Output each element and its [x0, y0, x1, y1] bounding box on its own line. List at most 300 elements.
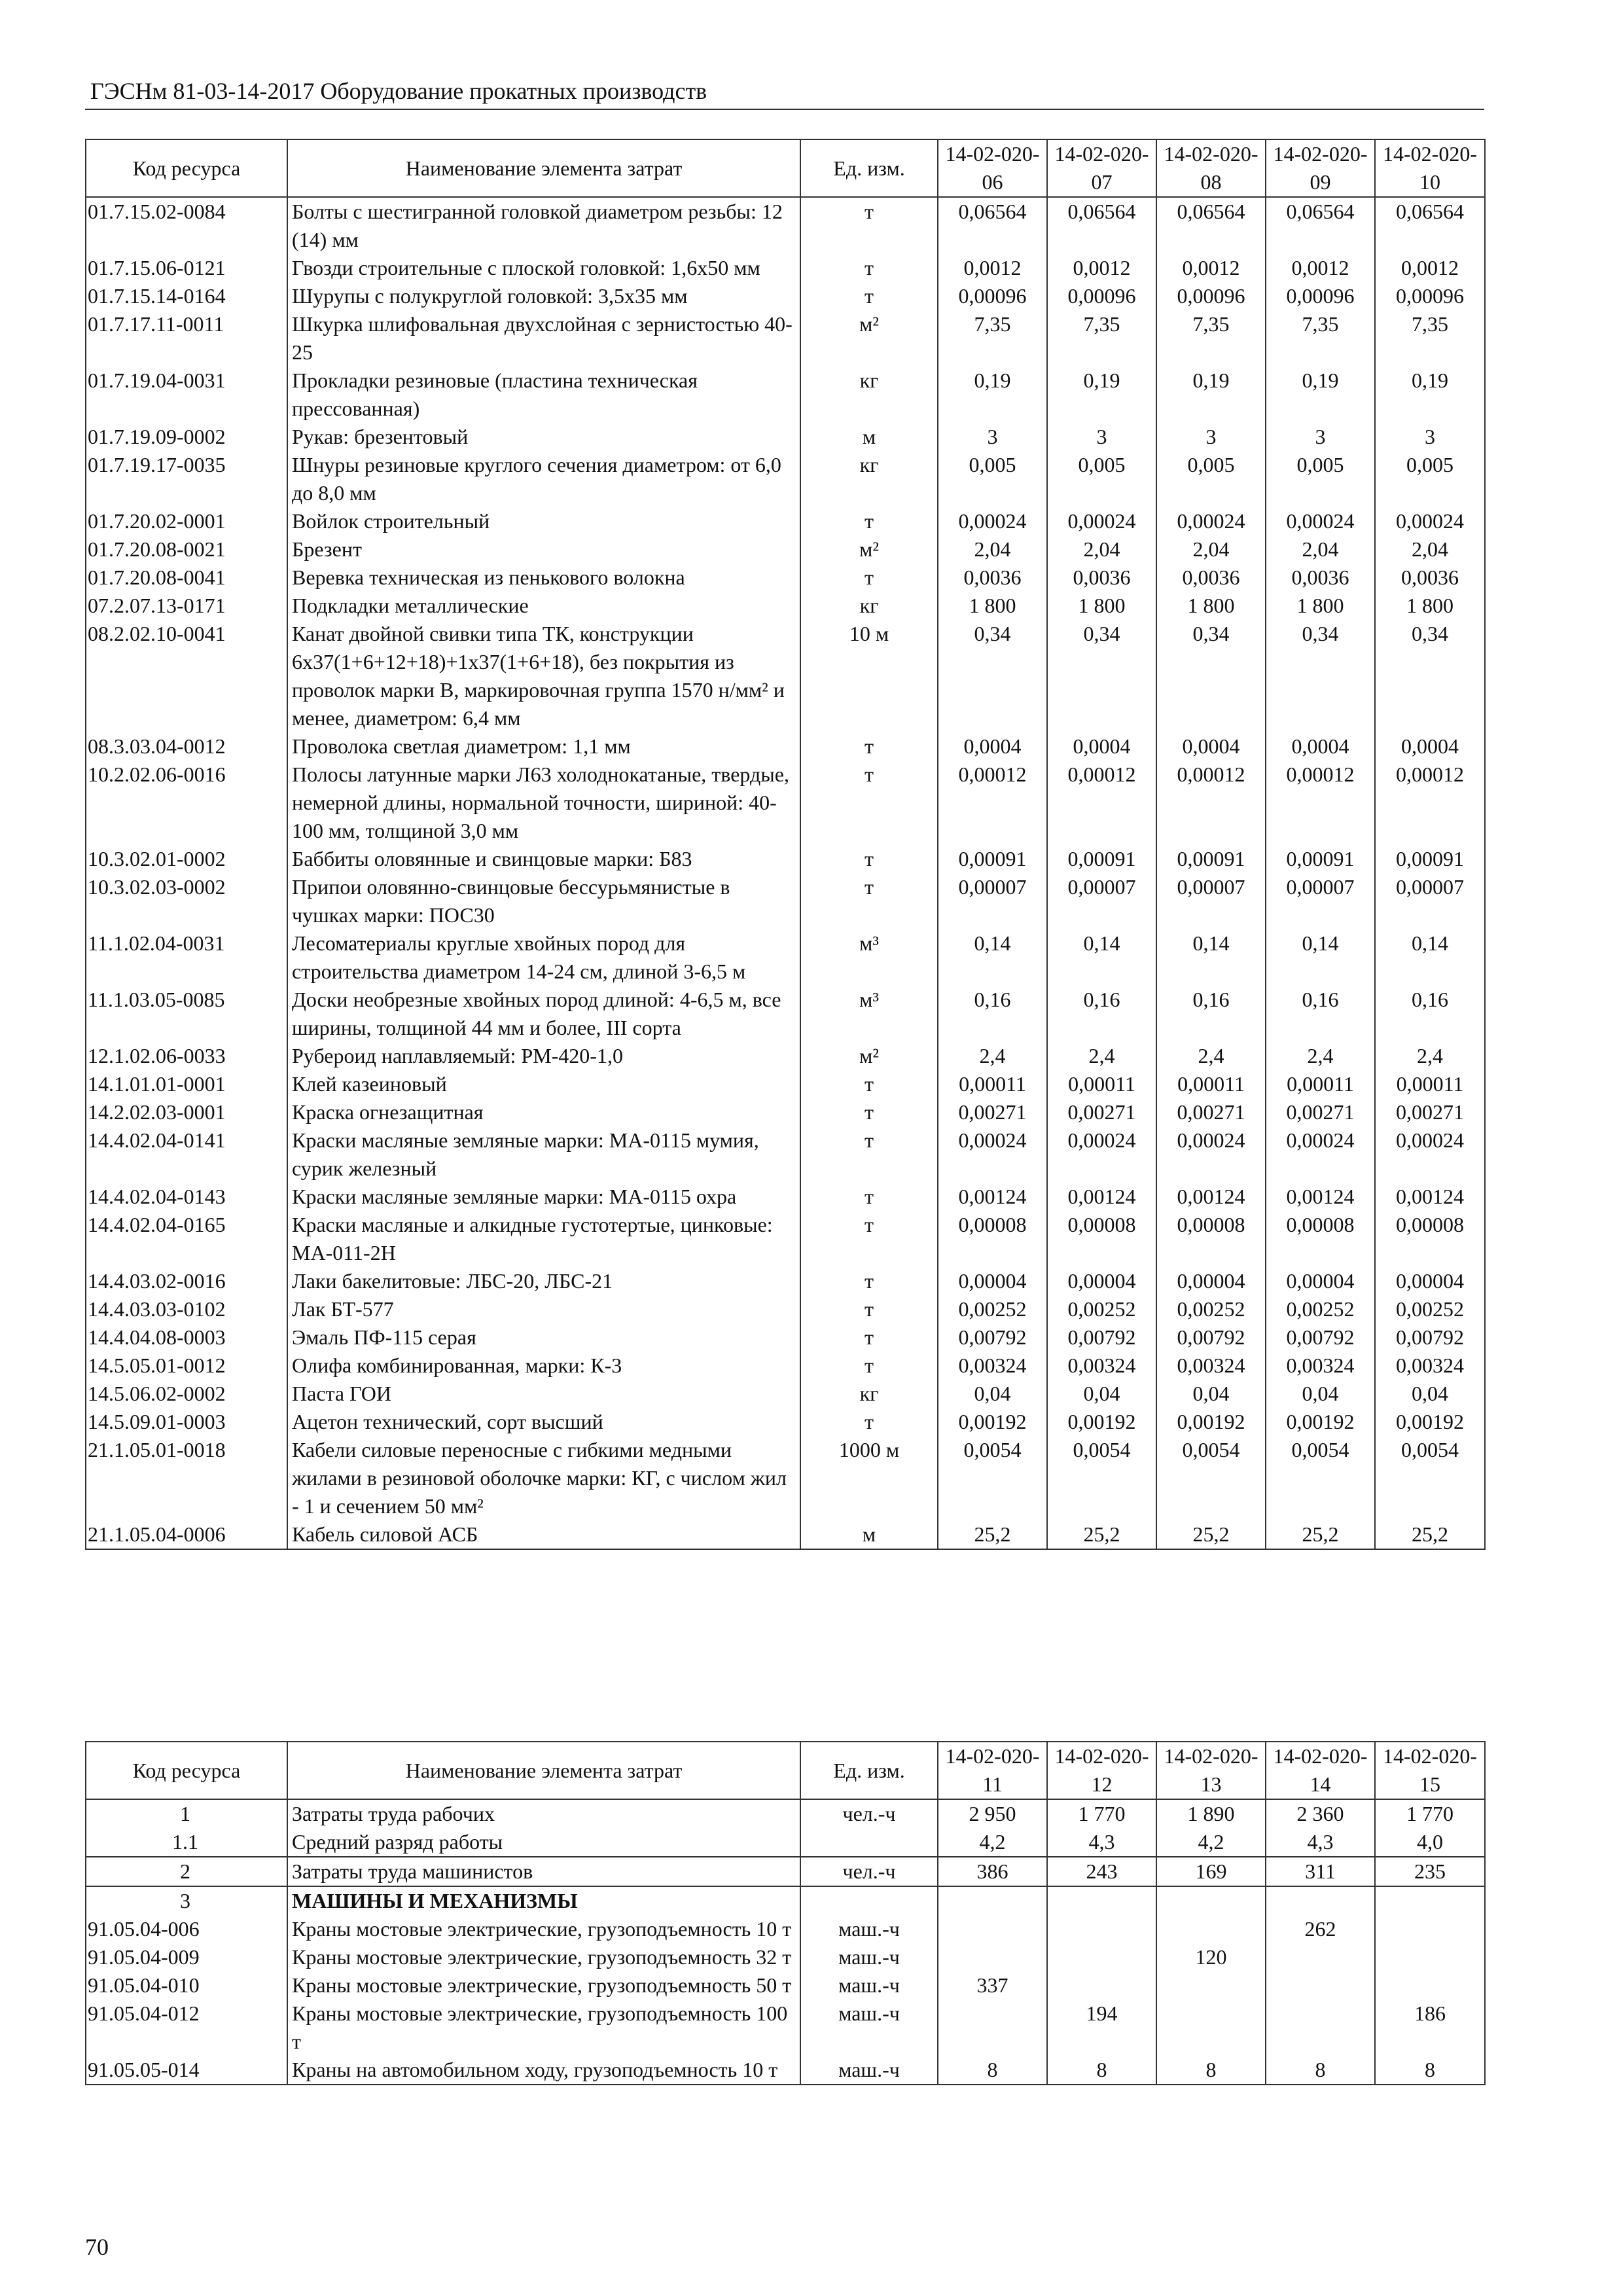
materials-table: [85, 139, 1486, 1550]
cell-value: 0,00007: [1156, 873, 1266, 929]
cell-code: 21.1.05.04-0006: [86, 1520, 287, 1549]
cell-value: [1047, 1971, 1156, 2000]
cell-value: 0,0054: [1047, 1436, 1156, 1520]
cell-code: 14.4.02.04-0143: [86, 1183, 287, 1211]
cell-value: 0,00324: [1375, 1352, 1485, 1380]
cell-value: 0,04: [1047, 1380, 1156, 1408]
cell-unit: кг: [800, 592, 938, 620]
page-header-title: ГЭСНм 81-03-14-2017 Оборудование прокатных производств: [90, 78, 707, 104]
cell-value: 0,00012: [1375, 761, 1485, 845]
cell-value: 0,19: [1047, 367, 1156, 423]
cell-value: 0,00011: [938, 1070, 1047, 1098]
cell-value: 0,00252: [1156, 1295, 1266, 1323]
cell-code: 01.7.17.11-0011: [86, 310, 287, 367]
cell-value: 4,3: [1047, 1828, 1156, 1857]
cell-code: 10.3.02.01-0002: [86, 845, 287, 873]
table-row: [86, 310, 1485, 367]
cell-value: 0,34: [1375, 620, 1485, 732]
cell-code: 12.1.02.06-0033: [86, 1042, 287, 1070]
table-row: [86, 873, 1485, 929]
cell-name: Проволока светлая диаметром: 1,1 мм: [287, 732, 800, 761]
cell-value: 0,04: [938, 1380, 1047, 1408]
cell-name: Лесоматериалы круглые хвойных пород для строительства диаметром 14-24 см, длиной 3-6,5 м: [287, 929, 800, 986]
cell-value: 2,04: [1156, 535, 1266, 564]
cell-value: 2,04: [1266, 535, 1375, 564]
cell-code: 14.5.06.02-0002: [86, 1380, 287, 1408]
header-unit: Ед. изм.: [800, 1742, 938, 1799]
cell-name: Паста ГОИ: [287, 1380, 800, 1408]
table-row: [86, 620, 1485, 732]
cell-value: 25,2: [1047, 1520, 1156, 1549]
table-row: [86, 1408, 1485, 1436]
cell-value: 0,34: [938, 620, 1047, 732]
cell-code: 01.7.20.02-0001: [86, 507, 287, 535]
cell-code: 14.5.05.01-0012: [86, 1352, 287, 1380]
table-row: [86, 367, 1485, 423]
cell-value: 0,00192: [1375, 1408, 1485, 1436]
cell-value: [938, 1943, 1047, 1971]
cell-value: 4,3: [1266, 1828, 1375, 1857]
cell-value: 25,2: [1375, 1520, 1485, 1549]
cell-name: Рубероид наплавляемый: РМ-420-1,0: [287, 1042, 800, 1070]
cell-value: 0,00011: [1375, 1070, 1485, 1098]
cell-value: 0,00004: [1266, 1267, 1375, 1295]
table-row: [86, 1042, 1485, 1070]
cell-name: Олифа комбинированная, марки: К-3: [287, 1352, 800, 1380]
cell-value: 0,04: [1156, 1380, 1266, 1408]
cell-value: 0,00012: [1047, 761, 1156, 845]
cell-code: 2: [86, 1857, 287, 1886]
cell-name: Краны мостовые электрические, грузоподъемность 100 т: [287, 2000, 800, 2056]
cell-value: [1375, 1943, 1485, 1971]
cell-value: [1266, 1886, 1375, 1915]
cell-code: 14.4.04.08-0003: [86, 1323, 287, 1352]
cell-name: Доски необрезные хвойных пород длиной: 4-6,5 м, все ширины, толщиной 44 мм и более, III сорта: [287, 986, 800, 1042]
cell-value: 0,14: [1375, 929, 1485, 986]
cell-value: 0,06564: [1156, 197, 1266, 254]
cell-value: 3: [1266, 423, 1375, 451]
header-name: Наименование элемента затрат: [287, 1742, 800, 1799]
cell-unit: 10 м: [800, 620, 938, 732]
cell-name: Припои оловянно-свинцовые бессурьмянистые в чушках марки: ПОС30: [287, 873, 800, 929]
table-row: [86, 1520, 1485, 1549]
cell-code: 01.7.15.02-0084: [86, 197, 287, 254]
cell-value: 0,00096: [938, 282, 1047, 310]
cell-value: 0,00324: [1266, 1352, 1375, 1380]
cell-value: [1266, 2000, 1375, 2056]
cell-value: 25,2: [1266, 1520, 1375, 1549]
cell-value: 0,04: [1375, 1380, 1485, 1408]
table-row: [86, 1352, 1485, 1380]
cell-value: 0,19: [938, 367, 1047, 423]
cell-value: 2,4: [1047, 1042, 1156, 1070]
cell-value: 3: [1375, 423, 1485, 451]
header-col: 14-02-020-11: [938, 1742, 1047, 1799]
cell-value: 0,00252: [1047, 1295, 1156, 1323]
cell-code: 91.05.04-009: [86, 1943, 287, 1971]
table-row: [86, 592, 1485, 620]
cell-unit: м²: [800, 535, 938, 564]
table-row: [86, 1183, 1485, 1211]
cell-value: 0,005: [1156, 451, 1266, 507]
cell-value: 2,4: [1375, 1042, 1485, 1070]
cell-value: 0,00004: [1156, 1267, 1266, 1295]
cell-value: 0,00096: [1156, 282, 1266, 310]
cell-value: 0,0036: [1266, 564, 1375, 592]
cell-value: 0,00024: [1156, 1126, 1266, 1183]
cell-unit: кг: [800, 1380, 938, 1408]
cell-value: 0,00792: [1375, 1323, 1485, 1352]
table-row: [86, 451, 1485, 507]
cell-name: Краски масляные и алкидные густотертые, цинковые: МА-011-2Н: [287, 1211, 800, 1267]
cell-value: 7,35: [938, 310, 1047, 367]
cell-unit: маш.-ч: [800, 2000, 938, 2056]
cell-value: 3: [1156, 423, 1266, 451]
cell-value: 0,00012: [938, 761, 1047, 845]
cell-unit: т: [800, 761, 938, 845]
cell-value: [1047, 1943, 1156, 1971]
table-row: [86, 282, 1485, 310]
cell-value: 262: [1266, 1915, 1375, 1943]
cell-name: Кабели силовые переносные с гибкими медными жилами в резиновой оболочке марки: КГ, с числом жил - 1 и сечением 50 мм²: [287, 1436, 800, 1520]
cell-value: 2,04: [1047, 535, 1156, 564]
cell-unit: маш.-ч: [800, 1971, 938, 2000]
cell-value: 0,00192: [1266, 1408, 1375, 1436]
cell-value: 386: [938, 1857, 1047, 1886]
cell-value: 0,00004: [938, 1267, 1047, 1295]
table-row: [86, 929, 1485, 986]
cell-value: [1156, 1971, 1266, 2000]
table-row: [86, 986, 1485, 1042]
cell-code: 01.7.19.09-0002: [86, 423, 287, 451]
cell-unit: маш.-ч: [800, 2056, 938, 2085]
cell-unit: м³: [800, 986, 938, 1042]
cell-name: Краны мостовые электрические, грузоподъемность 32 т: [287, 1943, 800, 1971]
cell-value: [1156, 2000, 1266, 2056]
cell-value: 0,0012: [1375, 254, 1485, 282]
cell-value: 0,34: [1266, 620, 1375, 732]
cell-value: 0,0036: [1375, 564, 1485, 592]
cell-value: [938, 2000, 1047, 2056]
cell-name: Шнуры резиновые круглого сечения диаметром: от 6,0 до 8,0 мм: [287, 451, 800, 507]
cell-unit: т: [800, 732, 938, 761]
cell-unit: м²: [800, 310, 938, 367]
table-row: [86, 197, 1485, 254]
cell-code: 21.1.05.01-0018: [86, 1436, 287, 1520]
cell-value: 4,2: [1156, 1828, 1266, 1857]
table-row: [86, 2056, 1485, 2085]
cell-value: 0,005: [1266, 451, 1375, 507]
cell-value: 0,19: [1375, 367, 1485, 423]
cell-value: 0,00011: [1156, 1070, 1266, 1098]
cell-value: 8: [1266, 2056, 1375, 2085]
cell-unit: т: [800, 1267, 938, 1295]
cell-unit: т: [800, 873, 938, 929]
cell-value: 0,00792: [938, 1323, 1047, 1352]
cell-value: 0,00008: [1047, 1211, 1156, 1267]
cell-value: 0,00024: [1047, 1126, 1156, 1183]
header-col: 14-02-020-14: [1266, 1742, 1375, 1799]
cell-code: 14.4.02.04-0165: [86, 1211, 287, 1267]
cell-value: 0,00007: [1266, 873, 1375, 929]
cell-name: Войлок строительный: [287, 507, 800, 535]
header-col: 14-02-020-07: [1047, 139, 1156, 197]
cell-value: 2 360: [1266, 1799, 1375, 1828]
cell-value: 7,35: [1375, 310, 1485, 367]
cell-value: 0,16: [1156, 986, 1266, 1042]
cell-value: 0,34: [1047, 620, 1156, 732]
cell-value: 0,00252: [938, 1295, 1047, 1323]
cell-value: [938, 1915, 1047, 1943]
header-col: 14-02-020-15: [1375, 1742, 1485, 1799]
cell-value: 0,0054: [938, 1436, 1047, 1520]
cell-value: 1 770: [1375, 1799, 1485, 1828]
cell-name: Ацетон технический, сорт высший: [287, 1408, 800, 1436]
table-row: [86, 254, 1485, 282]
cell-value: 0,0054: [1266, 1436, 1375, 1520]
cell-value: 0,0036: [938, 564, 1047, 592]
cell-code: 14.4.03.02-0016: [86, 1267, 287, 1295]
cell-unit: т: [800, 845, 938, 873]
cell-value: 0,16: [1266, 986, 1375, 1042]
cell-value: 0,16: [1047, 986, 1156, 1042]
cell-value: 0,00792: [1156, 1323, 1266, 1352]
cell-value: 0,00324: [1047, 1352, 1156, 1380]
cell-code: 07.2.07.13-0171: [86, 592, 287, 620]
cell-value: 8: [1375, 2056, 1485, 2085]
cell-value: 0,00011: [1047, 1070, 1156, 1098]
cell-value: 0,0004: [1266, 732, 1375, 761]
labor-machines-table: [85, 1741, 1486, 2085]
cell-unit: кг: [800, 451, 938, 507]
cell-unit: т: [800, 1211, 938, 1267]
cell-unit: т: [800, 1295, 938, 1323]
table-row: [86, 2000, 1485, 2056]
cell-value: 243: [1047, 1857, 1156, 1886]
cell-unit: чел.-ч: [800, 1799, 938, 1828]
table-row: [86, 1295, 1485, 1323]
cell-unit: т: [800, 1126, 938, 1183]
cell-code: 91.05.04-006: [86, 1915, 287, 1943]
table-row: [86, 761, 1485, 845]
table-row: [86, 564, 1485, 592]
cell-value: 120: [1156, 1943, 1266, 1971]
table-row: [86, 507, 1485, 535]
cell-value: 0,04: [1266, 1380, 1375, 1408]
cell-unit: м: [800, 423, 938, 451]
cell-value: 0,14: [938, 929, 1047, 986]
cell-name: Клей казеиновый: [287, 1070, 800, 1098]
cell-value: 194: [1047, 2000, 1156, 2056]
cell-value: 3: [1047, 423, 1156, 451]
cell-value: 0,00007: [1047, 873, 1156, 929]
cell-value: 2,4: [938, 1042, 1047, 1070]
cell-value: 0,0004: [1156, 732, 1266, 761]
cell-value: 1 800: [1156, 592, 1266, 620]
cell-value: 8: [1047, 2056, 1156, 2085]
cell-value: 0,00124: [1375, 1183, 1485, 1211]
cell-value: 2,04: [938, 535, 1047, 564]
cell-value: 2,4: [1266, 1042, 1375, 1070]
cell-value: 1 800: [1047, 592, 1156, 620]
cell-unit: т: [800, 1323, 938, 1352]
cell-value: 0,00192: [1156, 1408, 1266, 1436]
cell-value: 0,0012: [1156, 254, 1266, 282]
header-code: Код ресурса: [86, 139, 287, 197]
cell-value: 25,2: [938, 1520, 1047, 1549]
cell-value: 0,16: [1375, 986, 1485, 1042]
cell-value: 0,00008: [1375, 1211, 1485, 1267]
cell-value: [1375, 1886, 1485, 1915]
table-row: [86, 423, 1485, 451]
cell-value: 0,0012: [1047, 254, 1156, 282]
cell-name: Канат двойной свивки типа ТК, конструкции 6х37(1+6+12+18)+1х37(1+6+18), без покрытия из проволок марки В, маркировочная группа 1570 н/мм² и менее, диаметром: 6,4 мм: [287, 620, 800, 732]
cell-value: 0,00024: [1375, 1126, 1485, 1183]
cell-value: 0,00091: [1156, 845, 1266, 873]
cell-value: 0,00124: [1266, 1183, 1375, 1211]
cell-unit: т: [800, 1098, 938, 1126]
cell-value: 235: [1375, 1857, 1485, 1886]
cell-value: 0,00096: [1047, 282, 1156, 310]
cell-value: 25,2: [1156, 1520, 1266, 1549]
cell-code: 01.7.19.04-0031: [86, 367, 287, 423]
cell-value: 0,00324: [1156, 1352, 1266, 1380]
cell-value: 0,0054: [1375, 1436, 1485, 1520]
cell-value: 0,0036: [1156, 564, 1266, 592]
cell-code: 01.7.19.17-0035: [86, 451, 287, 507]
cell-value: 0,00271: [1156, 1098, 1266, 1126]
cell-value: 0,00024: [1047, 507, 1156, 535]
cell-value: 2 950: [938, 1799, 1047, 1828]
cell-value: 0,00192: [938, 1408, 1047, 1436]
cell-value: [1156, 1886, 1266, 1915]
table-row: [86, 1971, 1485, 2000]
cell-value: 0,00008: [1266, 1211, 1375, 1267]
cell-value: 0,00324: [938, 1352, 1047, 1380]
cell-code: 3: [86, 1886, 287, 1915]
cell-value: 2,04: [1375, 535, 1485, 564]
cell-value: 0,00091: [1266, 845, 1375, 873]
cell-value: 0,005: [938, 451, 1047, 507]
cell-name: Краски масляные земляные марки: МА-0115 мумия, сурик железный: [287, 1126, 800, 1183]
cell-value: 0,00091: [1047, 845, 1156, 873]
cell-value: 0,00011: [1266, 1070, 1375, 1098]
cell-value: 337: [938, 1971, 1047, 2000]
cell-name: Краски масляные земляные марки: МА-0115 охра: [287, 1183, 800, 1211]
table-row: [86, 732, 1485, 761]
table-row: [86, 1070, 1485, 1098]
header-col: 14-02-020-09: [1266, 139, 1375, 197]
cell-name: Краска огнезащитная: [287, 1098, 800, 1126]
table-row: [86, 1380, 1485, 1408]
cell-code: 14.5.09.01-0003: [86, 1408, 287, 1436]
cell-name: Затраты труда машинистов: [287, 1857, 800, 1886]
cell-value: 0,00024: [1266, 507, 1375, 535]
cell-name: Подкладки металлические: [287, 592, 800, 620]
cell-value: 0,19: [1156, 367, 1266, 423]
cell-name: Шурупы с полукруглой головкой: 3,5x35 мм: [287, 282, 800, 310]
cell-unit: т: [800, 1352, 938, 1380]
cell-unit: 1000 м: [800, 1436, 938, 1520]
cell-value: 169: [1156, 1857, 1266, 1886]
cell-value: [1266, 1943, 1375, 1971]
cell-value: 0,00024: [938, 507, 1047, 535]
cell-code: 01.7.15.14-0164: [86, 282, 287, 310]
header-divider: [85, 109, 1484, 110]
cell-unit: м²: [800, 1042, 938, 1070]
cell-value: 0,00012: [1156, 761, 1266, 845]
cell-name: Краны мостовые электрические, грузоподъемность 10 т: [287, 1915, 800, 1943]
cell-value: 4,2: [938, 1828, 1047, 1857]
cell-value: [938, 1886, 1047, 1915]
cell-value: 0,14: [1266, 929, 1375, 986]
cell-value: 0,0012: [938, 254, 1047, 282]
cell-value: 0,00007: [1375, 873, 1485, 929]
cell-value: [1047, 1915, 1156, 1943]
cell-name: Брезент: [287, 535, 800, 564]
cell-value: 186: [1375, 2000, 1485, 2056]
cell-unit: кг: [800, 367, 938, 423]
cell-value: 4,0: [1375, 1828, 1485, 1857]
cell-value: 0,06564: [938, 197, 1047, 254]
cell-value: 0,06564: [1047, 197, 1156, 254]
cell-name: Краны на автомобильном ходу, грузоподъемность 10 т: [287, 2056, 800, 2085]
cell-unit: т: [800, 1070, 938, 1098]
cell-code: 1.1: [86, 1828, 287, 1857]
cell-name: Шкурка шлифовальная двухслойная с зернистостью 40-25: [287, 310, 800, 367]
cell-unit: т: [800, 197, 938, 254]
cell-value: 1 800: [938, 592, 1047, 620]
cell-value: 1 800: [1375, 592, 1485, 620]
table-row: [86, 1436, 1485, 1520]
cell-value: 0,005: [1375, 451, 1485, 507]
cell-value: 0,00024: [938, 1126, 1047, 1183]
cell-name: Краны мостовые электрические, грузоподъемность 50 т: [287, 1971, 800, 2000]
header-col: 14-02-020-06: [938, 139, 1047, 197]
table-row: [86, 1267, 1485, 1295]
cell-value: 0,00024: [1266, 1126, 1375, 1183]
table-row: [86, 1886, 1485, 1915]
cell-value: 0,0004: [1047, 732, 1156, 761]
cell-value: [1375, 1971, 1485, 2000]
cell-unit: т: [800, 282, 938, 310]
table-row: [86, 1943, 1485, 1971]
cell-value: 0,0036: [1047, 564, 1156, 592]
cell-value: 0,00004: [1375, 1267, 1485, 1295]
cell-name: Лаки бакелитовые: ЛБС-20, ЛБС-21: [287, 1267, 800, 1295]
cell-value: 7,35: [1266, 310, 1375, 367]
cell-value: 8: [938, 2056, 1047, 2085]
cell-unit: м³: [800, 929, 938, 986]
cell-unit: т: [800, 564, 938, 592]
cell-value: 0,00007: [938, 873, 1047, 929]
cell-unit: [800, 1886, 938, 1915]
header-col: 14-02-020-10: [1375, 139, 1485, 197]
cell-value: 0,00096: [1266, 282, 1375, 310]
cell-value: [1047, 1886, 1156, 1915]
table-row: [86, 1828, 1485, 1857]
header-code: Код ресурса: [86, 1742, 287, 1799]
header-col: 14-02-020-08: [1156, 139, 1266, 197]
cell-code: 01.7.20.08-0021: [86, 535, 287, 564]
cell-value: 0,00271: [1047, 1098, 1156, 1126]
cell-value: 0,005: [1047, 451, 1156, 507]
cell-unit: чел.-ч: [800, 1857, 938, 1886]
cell-value: 0,00271: [1375, 1098, 1485, 1126]
cell-unit: м: [800, 1520, 938, 1549]
cell-value: 1 770: [1047, 1799, 1156, 1828]
cell-value: 0,00008: [1156, 1211, 1266, 1267]
